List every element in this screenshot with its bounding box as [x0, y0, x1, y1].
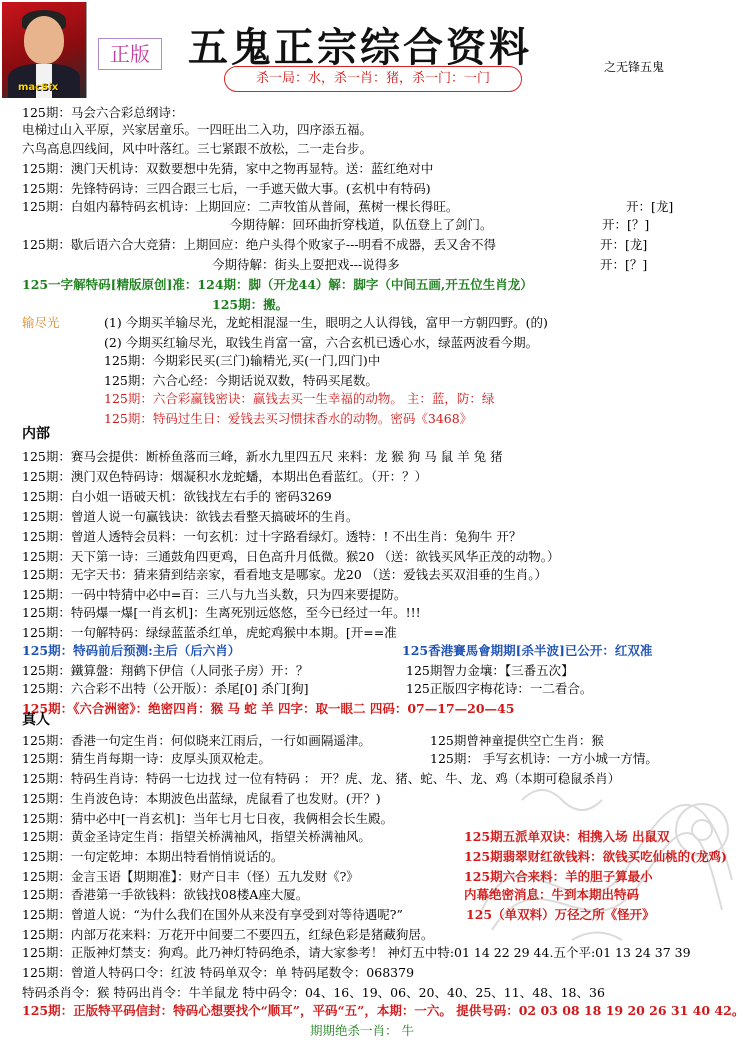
content-line: 六鸟高息四线间，风中叶落红。三七紧跟不放松，二一走台步。 — [22, 141, 373, 156]
content-line: 125期：曾道人说一句赢钱诀：欲钱去看整天搞破坏的生肖。 — [22, 509, 359, 524]
page-title: 五鬼正宗综合资料 — [188, 25, 532, 71]
content-line: 125期：一码中特猜中必中=百：三八与九当头数，只为四来要提防。 — [22, 587, 407, 602]
content-line: 125期：今期彩民买(三门)输精光,买(一门,四门)中 — [104, 353, 381, 368]
content-line: 125期：歇后语六合大竞猜：上期回应：绝户头得个败家子---明看不成器，丢又舍不得 — [22, 237, 497, 252]
content-line: 125期：特码前后预测:主后（后六肖） — [22, 643, 241, 658]
content-line: 125期：香港第一手欲钱料：欲钱找08楼A座大厦。 — [22, 887, 309, 902]
content-line: 125香港賽馬會期期[杀半波]已公开：红双准 — [402, 643, 653, 658]
content-line: 输尽光 — [22, 315, 60, 330]
kill-summary: 杀一局：水，杀一肖：猪，杀一门：一门 — [224, 66, 522, 92]
content-line: 125期：白小姐一语破天机：欲钱找左右手的 密码3269 — [22, 489, 332, 504]
content-line: 125期：正版特平码信封：特码心想要找个“顺耳”，平码“五”，本期：一六。 提供号码：02 03 08 18 19 20 26 31 40 42。 — [22, 1003, 745, 1018]
content-line: 125一字解特码[精版原创]准：124期：脚（开龙44）解：脚字（中间五画,开五位生肖龙） — [22, 277, 533, 292]
content-line: 125期：《六合洲密》：绝密四肖：猴 马 蛇 羊 四字：取一眼二 四码：07—17—20—45 — [22, 701, 515, 716]
content-line: 特码杀肖令：猴 特码出肖令：牛羊鼠龙 特中码令：04、16、19、06、20、40、25、11、48、18、36 — [22, 985, 605, 1000]
content-line: 125期：白姐内幕特码玄机诗：上期回应：二声牧笛从普闹，蕉树一棵长得旺。 — [22, 199, 459, 214]
content-line: 内幕绝密消息：牛到本期出特码 — [464, 887, 640, 902]
content-line: (2) 今期买红输尽光，取钱生肖富一富，六合玄机已透心水，绿蓝两波看今期。 — [104, 335, 539, 350]
content-line: 125（单双料）万径之所《怪开》 — [466, 907, 655, 922]
content-line: 今期待解：回环曲折穿栈道，队伍登上了剑门。 — [230, 217, 493, 232]
section-heading: 内部 — [22, 426, 50, 442]
content-line: 开：[龙] — [600, 237, 648, 252]
content-line: 125期：曾道人透特会员料：一句玄机：过十字路看绿灯。透特：! 不出生肖：兔狗牛 开？ — [22, 529, 522, 544]
content-line: 电梯过山入平原，兴家居童乐。一四旺出二入功，四序添五福。 — [22, 122, 373, 137]
content-line: 125期：猜中必中[一肖玄机]：当年七月七日夜，我俩相会长生殿。 — [22, 811, 394, 826]
content-line: 125期：猜生肖每期一诗：皮厚头顶双枪走。 — [22, 751, 271, 766]
content-line: 125期：香港一句定生肖：何似晓来江雨后，一行如画隔遥津。 — [22, 733, 371, 748]
author-name: 之无锋五鬼 — [604, 60, 665, 74]
content-line: 125期： 手写玄机诗：一方小城一方情。 — [430, 751, 658, 766]
content-line: 期期绝杀一肖： 牛 — [310, 1023, 414, 1038]
content-line: (1) 今期买羊输尽光，龙蛇相混湿一生，眼明之人认得钱，富甲一方朝四野。(的) — [104, 315, 548, 330]
content-line: 125期：生肖波色诗：本期波色出蓝绿，虎鼠看了也发财。(开？) — [22, 791, 381, 806]
content-line: 开：[龙] — [626, 199, 674, 214]
photo-logo: macSix — [18, 82, 59, 93]
content-line: 125期：搬。 — [212, 297, 289, 312]
content-line: 开：[？] — [602, 217, 650, 232]
content-line: 125期：澳门双色特码诗：烟凝积水龙蛇蟠，本期出色看蓝红。（开：？） — [22, 469, 428, 484]
content-line: 125期翡翠财红欲钱料：欲钱买吃仙桃的(龙鸡) — [464, 849, 727, 864]
content-line: 125期：一句解特码：绿绿蓝蓝杀红单，虎蛇鸡猴中本期。[开==准 — [22, 625, 397, 640]
dragon-watermark — [462, 760, 742, 970]
content-line: 125期：特码过生日：爱钱去买习惯抹香水的动物。密码《3468》 — [104, 411, 473, 426]
content-line: 125期五派单双诀：相携入场 出鼠双 — [464, 829, 670, 844]
content-line: 125期六合来料：羊的胆子算最小 — [464, 869, 653, 884]
content-line: 125期：六合彩不出特（公开版）：杀尾[0] 杀门[狗] — [22, 681, 309, 696]
section-heading: 真人 — [22, 712, 50, 728]
content-line: 125期：无字天书：猜来猜到结亲家，看看地支是哪家。龙20 （送：爱钱去买双泪垂的生肖。） — [22, 567, 547, 582]
photo-face — [24, 16, 64, 64]
content-line: 125期：六合心经：今期话说双数，特码买尾数。 — [104, 373, 378, 388]
content-line: 125期：澳门天机诗：双数要想中先猜，家中之物再显特。送：蓝红绝对中 — [22, 161, 434, 176]
content-line: 125期：先锋特码诗：三四合跟三七后，一手遮天做大事。(玄机中有特码) — [22, 181, 431, 196]
content-line: 125期：正版神灯禁支：狗鸡。此乃神灯特码绝杀，请大家参考！ 神灯五中特:01 14 22 29 44.五个平:01 13 24 37 39 — [22, 945, 691, 960]
content-line: 125期：曾道人特码口令：红波 特码单双令：单 特码尾数令：068379 — [22, 965, 415, 980]
content-line: 125期智力金壤：【三番五次】 — [406, 663, 574, 678]
content-line: 125期：天下第一诗：三通鼓角四更鸡，日色高升月低微。猴20 （送：欲钱买风华正茂的动物。） — [22, 549, 560, 564]
content-line: 125期：黄金圣诗定生肖：指望关桥满袖风，指望关桥满袖风。 — [22, 829, 371, 844]
content-line: 开：[？] — [600, 257, 648, 272]
author-photo — [2, 2, 87, 98]
content-line: 125期：赛马会提供：断桥鱼落而三峰，新水九里四五尺 来料：龙 猴 狗 马 鼠 羊 兔 猪 — [22, 449, 503, 464]
content-line: 125期：特码生肖诗：特码一七边找 过一位有特码 ： 开？虎、龙、猪、蛇、牛、龙、鸡（本期可稳鼠杀肖） — [22, 771, 621, 786]
content-line: 125期：马会六合彩总纲诗： — [22, 105, 184, 120]
content-line: 125期：六合彩赢钱密诀：赢钱去买一生幸福的动物。 主：蓝，防：绿 — [104, 391, 495, 406]
content-line: 125期：内部万花来料：万花开中间要二不要四五，红绿色彩是猪藏狗居。 — [22, 927, 434, 942]
content-line: 今期待解：街头上耍把戏---说得多 — [212, 257, 400, 272]
content-line: 125期：金言玉语【期期准】：财产日丰（怪）五九发财《?》 — [22, 869, 359, 884]
content-line: 125期曾神童提供空亡生肖：猴 — [430, 733, 604, 748]
content-line: 125期：曾道人说：“为什么我们在国外从来没有享受到对等待遇呢?” — [22, 907, 403, 922]
content-line: 125期：特码爆一爆[一肖玄机]：生离死别远悠悠，至今已经过一年。!!! — [22, 605, 421, 620]
genuine-badge: 正版 — [98, 38, 162, 70]
content-line: 125期：鐵算盤：翔鹤下伊信（人同张子房）开：？ — [22, 663, 309, 678]
content-line: 125期：一句定乾坤：本期出特看悄悄说话的。 — [22, 849, 284, 864]
content-line: 125正版四字梅花诗：一二看合。 — [406, 681, 593, 696]
